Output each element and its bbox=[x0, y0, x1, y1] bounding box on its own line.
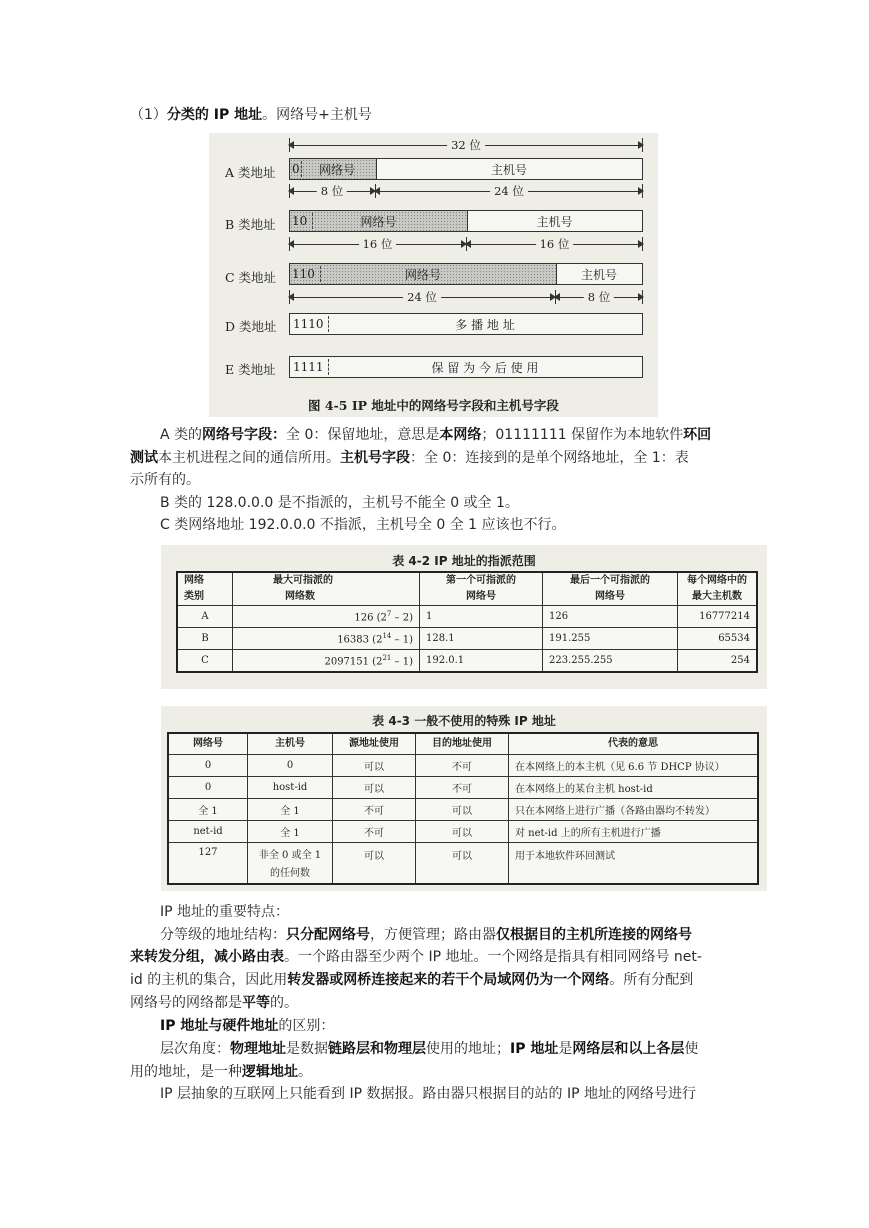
text: 网络号的网络都是 bbox=[130, 995, 242, 1011]
bold-text: 网络层和以上各层 bbox=[572, 1041, 685, 1057]
cell: 不可 bbox=[333, 798, 416, 820]
class-a-net: 网络号 bbox=[318, 162, 355, 177]
table-header-row bbox=[168, 733, 758, 754]
class-b-host: 主机号 bbox=[536, 214, 573, 229]
table-row bbox=[168, 842, 758, 884]
cell: 16383 $(2^{14} - 1)$ bbox=[233, 628, 420, 650]
header-cell: 目的地址使用 bbox=[416, 733, 509, 754]
bold-text: 物理地址 bbox=[230, 1041, 286, 1057]
para-hierarchy-line4 bbox=[130, 992, 298, 1015]
class-d-text: 多 播 地 址 bbox=[455, 317, 515, 332]
dim-label: 24 位 bbox=[490, 184, 528, 198]
text: 的。 bbox=[270, 995, 298, 1011]
table-row bbox=[168, 776, 758, 798]
cell: 不可 bbox=[416, 776, 509, 798]
cell: 可以 bbox=[416, 820, 509, 842]
text: 。 bbox=[298, 1064, 312, 1080]
para-ip-vs-hw-title bbox=[160, 1015, 334, 1038]
dim-label: 8 位 bbox=[317, 184, 347, 198]
para-class-c: C 类网络地址 192.0.0.0 不指派，主机号全 0 全 1 应该也不行。 bbox=[160, 517, 566, 533]
cell: 0 bbox=[248, 754, 333, 776]
bold-text: 网络号字段： bbox=[202, 427, 287, 443]
class-b-net: 网络号 bbox=[360, 214, 397, 229]
header-cell: 每个网络中的 最大主机数 bbox=[678, 572, 758, 606]
table-4-3-figure bbox=[161, 706, 767, 891]
table-row bbox=[177, 650, 757, 672]
cell: 126 $(2^7 - 2)$ bbox=[233, 606, 420, 628]
cell: 全 1 bbox=[168, 798, 248, 820]
table-row bbox=[177, 606, 757, 628]
text: 是 bbox=[558, 1041, 573, 1057]
class-c-host: 主机号 bbox=[580, 267, 617, 282]
table-special-ip bbox=[167, 732, 759, 885]
para-hierarchy-line2 bbox=[130, 946, 702, 969]
header-cell: 主机号 bbox=[248, 733, 333, 754]
table-row bbox=[177, 628, 757, 650]
header-cell: 第一个可指派的 网络号 bbox=[420, 572, 543, 606]
cell: 0 bbox=[168, 776, 248, 798]
cell: 全 1 bbox=[248, 820, 333, 842]
class-c-net: 网络号 bbox=[404, 267, 441, 282]
cell: 不可 bbox=[333, 820, 416, 842]
text: 全 0：保留地址，意思是 bbox=[286, 427, 440, 443]
dim-a-net bbox=[289, 184, 375, 198]
header-cell: 代表的意思 bbox=[509, 733, 759, 754]
dim-a-host bbox=[375, 184, 643, 198]
heading-rest: 。网络号+主机号 bbox=[262, 107, 372, 123]
cell: 1 bbox=[420, 606, 543, 628]
table-row bbox=[168, 754, 758, 776]
text: 使 bbox=[684, 1041, 699, 1057]
cell: 65534 bbox=[678, 628, 758, 650]
cell: 254 bbox=[678, 650, 758, 672]
text: id 的主机的集合，因此用 bbox=[130, 972, 288, 988]
dim-b-net bbox=[289, 237, 466, 251]
text: 的区别： bbox=[278, 1018, 335, 1034]
para-hierarchy-line3 bbox=[130, 969, 693, 992]
bold-text: 只分配网络号 bbox=[286, 927, 370, 943]
bold-text: 链路层和物理层 bbox=[328, 1041, 426, 1057]
class-e-label: E 类地址 bbox=[225, 362, 276, 377]
bold-text: 逻辑地址 bbox=[242, 1064, 298, 1080]
para-ip-layer: IP 层抽象的互联网上只能看到 IP 数据报。路由器只根据目的站的 IP 地址的网络号进行 bbox=[160, 1086, 696, 1102]
cell: 2097151 $(2^{21} - 1)$ bbox=[233, 650, 420, 672]
cell: B bbox=[177, 628, 233, 650]
cell: 可以 bbox=[416, 798, 509, 820]
class-c-bits: 110 bbox=[292, 267, 315, 281]
table-assign-range bbox=[176, 571, 758, 673]
bold-text: IP 地址 bbox=[510, 1041, 559, 1057]
cell: 在本网络上的本主机（见 6.6 节 DHCP 协议） bbox=[509, 754, 759, 776]
header-cell: 网络 类别 bbox=[177, 572, 233, 606]
para-layer-line1 bbox=[160, 1038, 698, 1061]
heading-number: （1） bbox=[130, 107, 167, 123]
cell: 全 1 bbox=[248, 798, 333, 820]
table-row bbox=[168, 798, 758, 820]
text: ：全 0：连接到的是单个网络地址，全 1：表 bbox=[410, 450, 689, 466]
bold-text: 平等 bbox=[242, 995, 270, 1011]
cell: A bbox=[177, 606, 233, 628]
dim-label: 32 位 bbox=[447, 138, 485, 152]
table-row bbox=[168, 820, 758, 842]
text: 用的地址，是一种 bbox=[130, 1064, 242, 1080]
text: 本主机进程之间的通信所用。 bbox=[158, 450, 340, 466]
class-d-bits: 1110 bbox=[293, 317, 324, 331]
para-hierarchy-line1 bbox=[160, 924, 692, 947]
ip-class-figure bbox=[209, 133, 658, 417]
class-b-label: B 类地址 bbox=[225, 217, 276, 232]
table-caption: 表 4-2 IP 地址的指派范围 bbox=[392, 554, 536, 568]
text: ；01111111 保留作为本地软件 bbox=[481, 427, 684, 443]
header-cell: 最大可指派的 网络数 bbox=[233, 572, 420, 606]
cell: 0 bbox=[168, 754, 248, 776]
cell: C bbox=[177, 650, 233, 672]
dim-b-host bbox=[466, 237, 643, 251]
cell: net-id bbox=[168, 820, 248, 842]
para-class-a-line2 bbox=[130, 447, 689, 470]
text: 层次角度： bbox=[160, 1041, 230, 1057]
dim-label: 24 位 bbox=[403, 290, 441, 304]
cell: 在本网络上的某台主机 host-id bbox=[509, 776, 759, 798]
cell: 127 bbox=[168, 842, 248, 884]
table-4-2-figure bbox=[161, 545, 767, 689]
text: 使用的地址； bbox=[426, 1041, 510, 1057]
bold-text: 来转发分组，减小路由表 bbox=[130, 949, 284, 965]
class-a-bits: 0 bbox=[292, 162, 300, 176]
bold-text: 环回 bbox=[683, 427, 712, 443]
class-c-box bbox=[289, 263, 643, 285]
para-class-a-line3: 示所有的。 bbox=[130, 472, 200, 488]
dim-label: 16 位 bbox=[536, 237, 574, 251]
text: 。所有分配到 bbox=[609, 972, 694, 988]
para-class-b: B 类的 128.0.0.0 是不指派的，主机号不能全 0 或全 1。 bbox=[160, 495, 519, 511]
bold-text: 测试 bbox=[130, 450, 158, 466]
class-e-box bbox=[289, 356, 643, 378]
cell: 223.255.255 bbox=[543, 650, 678, 672]
section-heading bbox=[130, 104, 372, 127]
bold-text: IP 地址与硬件地址 bbox=[160, 1018, 279, 1034]
cell: 不可 bbox=[416, 754, 509, 776]
cell: 可以 bbox=[416, 842, 509, 884]
class-d-label: D 类地址 bbox=[225, 319, 277, 334]
cell: 191.255 bbox=[543, 628, 678, 650]
bold-text: 本网络 bbox=[439, 427, 482, 443]
text: 。一个路由器至少两个 IP 地址。一个网络是指具有相同网络号 net- bbox=[284, 949, 702, 965]
header-cell: 最后一个可指派的 网络号 bbox=[543, 572, 678, 606]
text: A 类的 bbox=[160, 427, 203, 443]
dim-label: 16 位 bbox=[359, 237, 397, 251]
class-e-bits: 1111 bbox=[293, 360, 324, 374]
cell: 可以 bbox=[333, 776, 416, 798]
para-ip-features-title: IP 地址的重要特点： bbox=[160, 904, 290, 920]
heading-bold: 分类的 IP 地址 bbox=[166, 107, 263, 123]
class-a-host: 主机号 bbox=[490, 162, 527, 177]
cell: 126 bbox=[543, 606, 678, 628]
cell: 可以 bbox=[333, 754, 416, 776]
dim-c-net bbox=[289, 290, 555, 304]
dim-c-host bbox=[555, 290, 643, 304]
class-a-box bbox=[289, 158, 643, 180]
cell: 128.1 bbox=[420, 628, 543, 650]
cell: host-id bbox=[248, 776, 333, 798]
bold-text: 主机号字段 bbox=[340, 450, 410, 466]
text: 是数据 bbox=[286, 1041, 328, 1057]
header-cell: 网络号 bbox=[168, 733, 248, 754]
cell: 对 net-id 上的所有主机进行广播 bbox=[509, 820, 759, 842]
class-b-bits: 10 bbox=[292, 214, 308, 228]
bold-text: 转发器或网桥连接起来的若干个局域网仍为一个网络 bbox=[287, 972, 610, 988]
class-d-box bbox=[289, 313, 643, 335]
cell: 可以 bbox=[333, 842, 416, 884]
table-caption: 表 4-3 一般不使用的特殊 IP 地址 bbox=[372, 714, 556, 728]
cell: 192.0.1 bbox=[420, 650, 543, 672]
header-cell: 源地址使用 bbox=[333, 733, 416, 754]
para-class-a-line1 bbox=[160, 424, 711, 447]
para-layer-line2 bbox=[130, 1061, 312, 1084]
cell: 16777214 bbox=[678, 606, 758, 628]
figure-caption: 图 4-5 IP 地址中的网络号字段和主机号字段 bbox=[308, 398, 559, 413]
dim-32-bits bbox=[289, 138, 643, 152]
class-c-label: C 类地址 bbox=[225, 270, 277, 285]
cell: 只在本网络上进行广播（各路由器均不转发） bbox=[509, 798, 759, 820]
cell: 非全 0 或全 1 的任何数 bbox=[248, 842, 333, 884]
bold-text: 仅根据目的主机所连接的网络号 bbox=[496, 927, 692, 943]
class-a-label: A 类地址 bbox=[225, 165, 276, 180]
table-header-row bbox=[177, 572, 757, 606]
cell: 用于本地软件环回测试 bbox=[509, 842, 759, 884]
text: 分等级的地址结构： bbox=[160, 927, 286, 943]
class-e-text: 保 留 为 今 后 使 用 bbox=[431, 360, 539, 375]
dim-label: 8 位 bbox=[584, 290, 614, 304]
text: ，方便管理；路由器 bbox=[370, 927, 496, 943]
class-b-box bbox=[289, 210, 643, 232]
